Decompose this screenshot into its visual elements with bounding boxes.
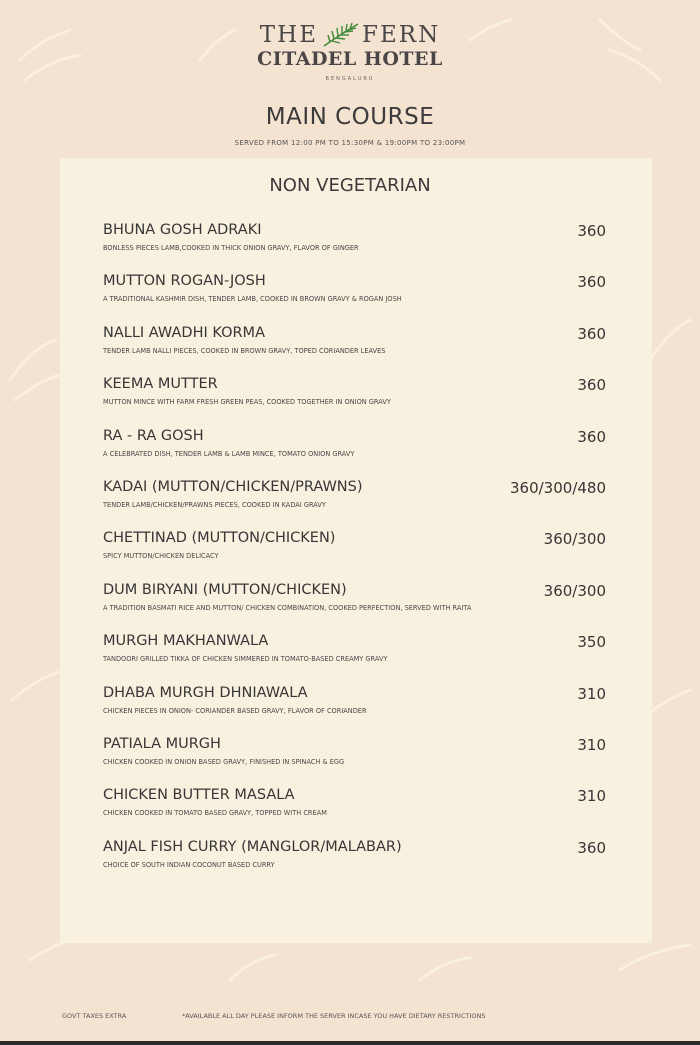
item-name: KEEMA MUTTER xyxy=(103,376,218,393)
section-title: MAIN COURSE xyxy=(265,104,435,130)
item-description: CHICKEN PIECES IN ONION- CORIANDER BASED GRAVY, FLAVOR OF CORIANDER xyxy=(103,706,367,715)
item-price: 360 xyxy=(577,376,606,395)
item-description: SPICY MUTTON/CHICKEN DELICACY xyxy=(103,552,219,561)
menu-item xyxy=(103,273,606,324)
item-price: 360 xyxy=(577,273,606,292)
item-name: CHETTINAD (MUTTON/CHICKEN) xyxy=(103,530,336,547)
item-description: CHICKEN COOKED IN TOMATO BASED GRAVY, TOPPED WITH CREAM xyxy=(103,809,327,818)
menu-item xyxy=(103,685,606,736)
menu-item xyxy=(103,839,606,890)
brand-the: THE xyxy=(259,22,318,48)
item-name: BHUNA GOSH ADRAKI xyxy=(103,222,262,238)
menu-item xyxy=(103,633,606,684)
item-name: DUM BIRYANI (MUTTON/CHICKEN) xyxy=(103,581,347,598)
footer-taxes: GOVT TAXES EXTRA xyxy=(62,1012,127,1020)
footer-note: *AVAILABLE ALL DAY PLEASE INFORM THE SERVER INCASE YOU HAVE DIETARY RESTRICTIONS xyxy=(182,1012,486,1020)
menu-item xyxy=(103,222,606,273)
item-description: TENDER LAMB/CHICKEN/PRAWNS PIECES, COOKED IN KADAI GRAVY xyxy=(103,500,326,509)
fern-leaf-icon xyxy=(320,22,360,48)
menu-item xyxy=(103,736,606,787)
menu-item xyxy=(103,376,606,427)
item-description: TANDOORI GRILLED TIKKA OF CHICKEN SIMMERED IN TOMATO-BASED CREAMY GRAVY xyxy=(103,655,388,664)
menu-item xyxy=(103,787,606,838)
item-price: 360/300 xyxy=(543,581,606,600)
item-price: 360 xyxy=(577,838,606,857)
brand-city: BENGALURU xyxy=(325,76,375,82)
item-name: DHABA MURGH DHNIAWALA xyxy=(103,684,308,701)
brand-hotel-name: CITADEL HOTEL xyxy=(257,48,443,70)
category-title: NON VEGETARIAN xyxy=(269,175,431,196)
item-price: 360/300 xyxy=(543,530,606,549)
menu-list xyxy=(103,222,606,890)
item-name: PATIALA MURGH xyxy=(103,735,221,752)
item-price: 360/300/480 xyxy=(510,478,606,497)
item-price: 360 xyxy=(577,324,606,343)
hotel-brand xyxy=(0,22,700,82)
item-description: A TRADITION BASMATI RICE AND MUTTON/ CHICKEN COMBINATION, COOKED PERFECTION, SERVED WITH RAITA xyxy=(103,603,472,612)
item-description: CHICKEN COOKED IN ONION BASED GRAVY, FINISHED IN SPINACH & EGG xyxy=(103,757,345,766)
menu-item xyxy=(103,428,606,479)
item-name: MURGH MAKHANWALA xyxy=(103,633,269,650)
item-description: A CELEBRATED DISH, TENDER LAMB & LAMB MINCE, TOMATO ONION GRAVY xyxy=(103,449,355,458)
item-price: 310 xyxy=(577,787,606,806)
item-description: A TRADITIONAL KASHMIR DISH, TENDER LAMB, COOKED IN BROWN GRAVY & ROGAN JOSH xyxy=(103,295,402,304)
item-price: 310 xyxy=(577,684,606,703)
item-price: 310 xyxy=(577,735,606,754)
item-name: RA - RA GOSH xyxy=(103,427,204,444)
item-description: MUTTON MINCE WITH FARM FRESH GREEN PEAS, COOKED TOGETHER IN ONION GRAVY xyxy=(103,398,391,407)
item-name: CHICKEN BUTTER MASALA xyxy=(103,787,295,804)
item-name: KADAI (MUTTON/CHICKEN/PRAWNS) xyxy=(103,478,363,495)
serving-hours: SERVED FROM 12:00 PM TO 15:30PM & 19:00PM TO 23:00PM xyxy=(234,139,466,147)
brand-logo xyxy=(260,22,440,48)
item-price: 360 xyxy=(577,427,606,446)
item-description: CHOICE OF SOUTH INDIAN COCONUT BASED CURRY xyxy=(103,860,275,869)
brand-fern: FERN xyxy=(362,22,441,48)
menu-item xyxy=(103,582,606,633)
bottom-edge-bar xyxy=(0,1041,700,1045)
menu-item xyxy=(103,530,606,581)
item-description: BONLESS PIECES LAMB,COOKED IN THICK ONION GRAVY, FLAVOR OF GINGER xyxy=(103,244,359,252)
item-name: ANJAL FISH CURRY (MANGLOR/MALABAR) xyxy=(103,838,402,855)
item-price: 360 xyxy=(577,222,606,240)
item-name: MUTTON ROGAN-JOSH xyxy=(103,273,266,290)
menu-item xyxy=(103,479,606,530)
item-name: NALLI AWADHI KORMA xyxy=(103,324,265,341)
item-price: 350 xyxy=(577,633,606,652)
item-description: TENDER LAMB NALLI PIECES, COOKED IN BROWN GRAVY, TOPED CORIANDER LEAVES xyxy=(103,346,386,355)
menu-item xyxy=(103,325,606,376)
